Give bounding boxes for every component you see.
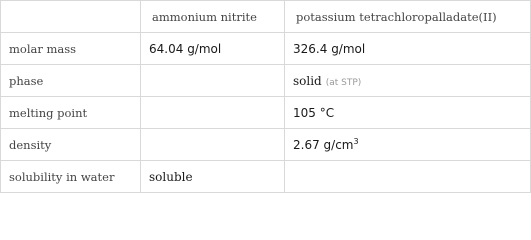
header-row [1, 1, 531, 33]
table-row-molar-mass [1, 33, 531, 65]
table-row-melting-point [1, 97, 531, 129]
unit: g/cm [323, 137, 354, 152]
header-cell-empty [1, 1, 141, 33]
solubility-ammonium-nitrite: soluble [141, 161, 285, 193]
solubility-potassium-tetrachloropalladate [285, 161, 531, 193]
value: 64.04 [149, 41, 184, 56]
condition-note: (at STP) [325, 77, 362, 88]
molar-mass-ammonium-nitrite [141, 33, 285, 65]
table-row-phase [1, 65, 531, 97]
unit-superscript: 3 [353, 136, 359, 146]
melting-point-potassium-tetrachloropalladate [285, 97, 531, 129]
molar-mass-potassium-tetrachloropalladate [285, 33, 531, 65]
value: 326.4 [293, 41, 328, 56]
table-row-solubility [1, 161, 531, 193]
density-ammonium-nitrite [141, 129, 285, 161]
value: 2.67 [293, 137, 320, 152]
unit: g/mol [331, 41, 366, 56]
phase-potassium-tetrachloropalladate [285, 65, 531, 97]
density-potassium-tetrachloropalladate [285, 129, 531, 161]
header-potassium-tetrachloropalladate: potassium tetrachloropalladate(II) [285, 1, 531, 33]
phase-ammonium-nitrite [141, 65, 285, 97]
row-label: melting point [1, 97, 141, 129]
table-row-density [1, 129, 531, 161]
row-label: solubility in water [1, 161, 141, 193]
row-label: density [1, 129, 141, 161]
unit: °C [319, 105, 335, 120]
melting-point-ammonium-nitrite [141, 97, 285, 129]
unit: g/mol [187, 41, 222, 56]
value: 105 [293, 105, 316, 120]
row-label: molar mass [1, 33, 141, 65]
row-label: phase [1, 65, 141, 97]
header-ammonium-nitrite: ammonium nitrite [141, 1, 285, 33]
value: solid [293, 73, 322, 88]
